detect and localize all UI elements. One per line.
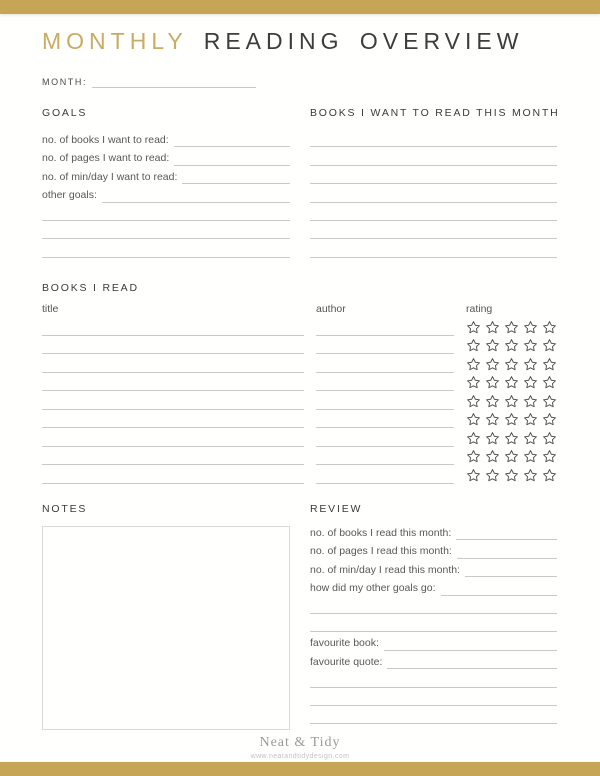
author-write-line (316, 372, 454, 392)
goals-section (42, 107, 290, 258)
write-line (465, 558, 557, 577)
blank-write-line-row (310, 184, 557, 202)
title-write-line (42, 316, 304, 336)
star-icon (466, 468, 481, 483)
title-write-line (42, 335, 304, 355)
review-rows (310, 522, 557, 724)
books-read-heading: BOOKS I READ (42, 282, 139, 294)
star-icon (466, 357, 481, 372)
star-icon (542, 468, 557, 483)
write-line (310, 165, 557, 184)
notes-box (42, 526, 290, 730)
write-line (456, 521, 557, 540)
author-write-line (316, 446, 454, 466)
blank-write-line-row (42, 203, 290, 221)
page-title-rest: READING OVERVIEW (203, 28, 524, 54)
star-icon (504, 338, 519, 353)
review-label: no. of min/day I read this month: (310, 563, 460, 576)
star-icon (485, 320, 500, 335)
author-write-line (316, 427, 454, 447)
author-write-line (316, 353, 454, 373)
rating-stars (466, 449, 557, 465)
author-write-line (316, 464, 454, 484)
write-line (42, 202, 290, 221)
rating-stars (466, 357, 557, 373)
column-header-rating: rating (466, 303, 493, 315)
write-line (182, 165, 290, 184)
star-icon (504, 468, 519, 483)
write-line (310, 668, 557, 687)
goal-row-other (42, 184, 290, 202)
star-icon (485, 431, 500, 446)
write-line (441, 576, 558, 595)
books-read-rows (42, 317, 557, 484)
review-label: favourite book: (310, 637, 379, 650)
star-icon (504, 375, 519, 390)
book-entry-row (42, 391, 557, 410)
goal-label: no. of pages I want to read: (42, 152, 170, 165)
write-line (310, 687, 557, 706)
star-icon (523, 375, 538, 390)
write-line (310, 238, 557, 257)
review-row-favourite-quote (310, 651, 557, 669)
star-icon (542, 431, 557, 446)
rating-stars (466, 394, 557, 410)
book-entry-row (42, 336, 557, 355)
goals-blank-lines (42, 203, 290, 258)
rating-stars (466, 375, 557, 391)
goal-row-books (42, 129, 290, 147)
review-label: how did my other goals go: (310, 582, 436, 595)
month-label: MONTH: (42, 77, 88, 87)
blank-write-line-row (310, 688, 557, 706)
notes-section (42, 503, 290, 730)
write-line (102, 183, 290, 202)
goal-row-pages (42, 147, 290, 165)
star-icon (542, 449, 557, 464)
books-read-column-headers (42, 303, 557, 315)
star-icon (466, 412, 481, 427)
blank-write-line-row (42, 239, 290, 257)
title-write-line (42, 390, 304, 410)
goal-label: no. of books I want to read: (42, 133, 169, 146)
write-line (310, 128, 557, 147)
write-line (174, 128, 290, 147)
goal-label: other goals: (42, 189, 97, 202)
star-icon (542, 338, 557, 353)
write-line (42, 238, 290, 257)
star-icon (485, 468, 500, 483)
blank-write-line-row (310, 596, 557, 614)
goals-rows (42, 129, 290, 258)
author-write-line (316, 409, 454, 429)
book-entry-row (42, 428, 557, 447)
review-row-favourite-book (310, 632, 557, 650)
title-write-line (42, 409, 304, 429)
review-heading: REVIEW (310, 503, 363, 515)
star-icon (504, 449, 519, 464)
author-write-line (316, 390, 454, 410)
star-icon (542, 375, 557, 390)
top-accent-bar (0, 0, 600, 14)
write-line (42, 220, 290, 239)
book-entry-row (42, 447, 557, 466)
review-label: no. of pages I read this month: (310, 545, 452, 558)
review-row-books (310, 522, 557, 540)
star-icon (504, 320, 519, 335)
rating-stars (466, 338, 557, 354)
blank-write-line-row (310, 706, 557, 724)
review-section (310, 503, 557, 724)
books-read-section (42, 282, 557, 484)
star-icon (523, 394, 538, 409)
title-write-line (42, 427, 304, 447)
goal-label: no. of min/day I want to read: (42, 170, 178, 183)
write-line (310, 202, 557, 221)
title-write-line (42, 372, 304, 392)
title-write-line (42, 464, 304, 484)
write-line (174, 146, 290, 165)
rating-stars (466, 468, 557, 484)
star-icon (504, 412, 519, 427)
star-icon (523, 468, 538, 483)
review-row-other-goals (310, 577, 557, 595)
write-line (387, 650, 557, 669)
review-blank-lines-end (310, 669, 557, 724)
write-line (310, 595, 557, 614)
star-icon (523, 320, 538, 335)
star-icon (466, 394, 481, 409)
star-icon (504, 431, 519, 446)
star-icon (466, 338, 481, 353)
column-header-author: author (316, 303, 346, 315)
rating-stars (466, 431, 557, 447)
page-title (42, 28, 523, 55)
star-icon (504, 394, 519, 409)
bottom-accent-bar (0, 762, 600, 776)
review-row-minday (310, 559, 557, 577)
brand-name: Neat & Tidy (259, 735, 341, 750)
book-entry-row (42, 317, 557, 336)
star-icon (466, 375, 481, 390)
page-title-accent: MONTHLY (42, 28, 188, 54)
title-write-line (42, 353, 304, 373)
review-label: favourite quote: (310, 655, 383, 668)
month-field (42, 72, 256, 88)
star-icon (466, 449, 481, 464)
write-line (310, 220, 557, 239)
author-write-line (316, 316, 454, 336)
review-row-pages (310, 540, 557, 558)
write-line (310, 613, 557, 632)
blank-write-line-row (310, 614, 557, 632)
blank-write-line-row (310, 239, 557, 257)
footer (0, 735, 600, 760)
review-blank-lines-mid (310, 596, 557, 633)
rating-stars (466, 412, 557, 428)
star-icon (523, 431, 538, 446)
star-icon (542, 320, 557, 335)
author-write-line (316, 335, 454, 355)
blank-write-line-row (42, 221, 290, 239)
star-icon (466, 320, 481, 335)
books-to-read-section (310, 107, 560, 258)
book-entry-row (42, 465, 557, 484)
write-line (310, 183, 557, 202)
month-write-line (92, 75, 256, 88)
blank-write-line-row (310, 129, 557, 147)
star-icon (523, 449, 538, 464)
star-icon (485, 394, 500, 409)
write-line (310, 146, 557, 165)
blank-write-line-row (310, 166, 557, 184)
star-icon (542, 412, 557, 427)
star-icon (485, 449, 500, 464)
books-to-read-lines (310, 129, 557, 258)
write-line (457, 539, 557, 558)
column-header-title: title (42, 303, 59, 315)
star-icon (466, 431, 481, 446)
blank-write-line-row (310, 669, 557, 687)
blank-write-line-row (310, 203, 557, 221)
star-icon (523, 338, 538, 353)
blank-write-line-row (310, 147, 557, 165)
star-icon (485, 412, 500, 427)
review-label: no. of books I read this month: (310, 526, 452, 539)
star-icon (542, 357, 557, 372)
star-icon (504, 357, 519, 372)
star-icon (485, 357, 500, 372)
brand-website: www.neatandtidydesign.com (250, 753, 350, 760)
goal-row-minday (42, 166, 290, 184)
write-line (310, 705, 557, 724)
book-entry-row (42, 373, 557, 392)
star-icon (523, 412, 538, 427)
star-icon (542, 394, 557, 409)
book-entry-row (42, 410, 557, 429)
star-icon (523, 357, 538, 372)
notes-heading: NOTES (42, 503, 88, 515)
book-entry-row (42, 354, 557, 373)
goals-heading: GOALS (42, 107, 88, 119)
star-icon (485, 338, 500, 353)
rating-stars (466, 320, 557, 336)
star-icon (485, 375, 500, 390)
books-to-read-heading: BOOKS I WANT TO READ THIS MONTH (310, 107, 560, 119)
title-write-line (42, 446, 304, 466)
blank-write-line-row (310, 221, 557, 239)
write-line (384, 631, 557, 650)
